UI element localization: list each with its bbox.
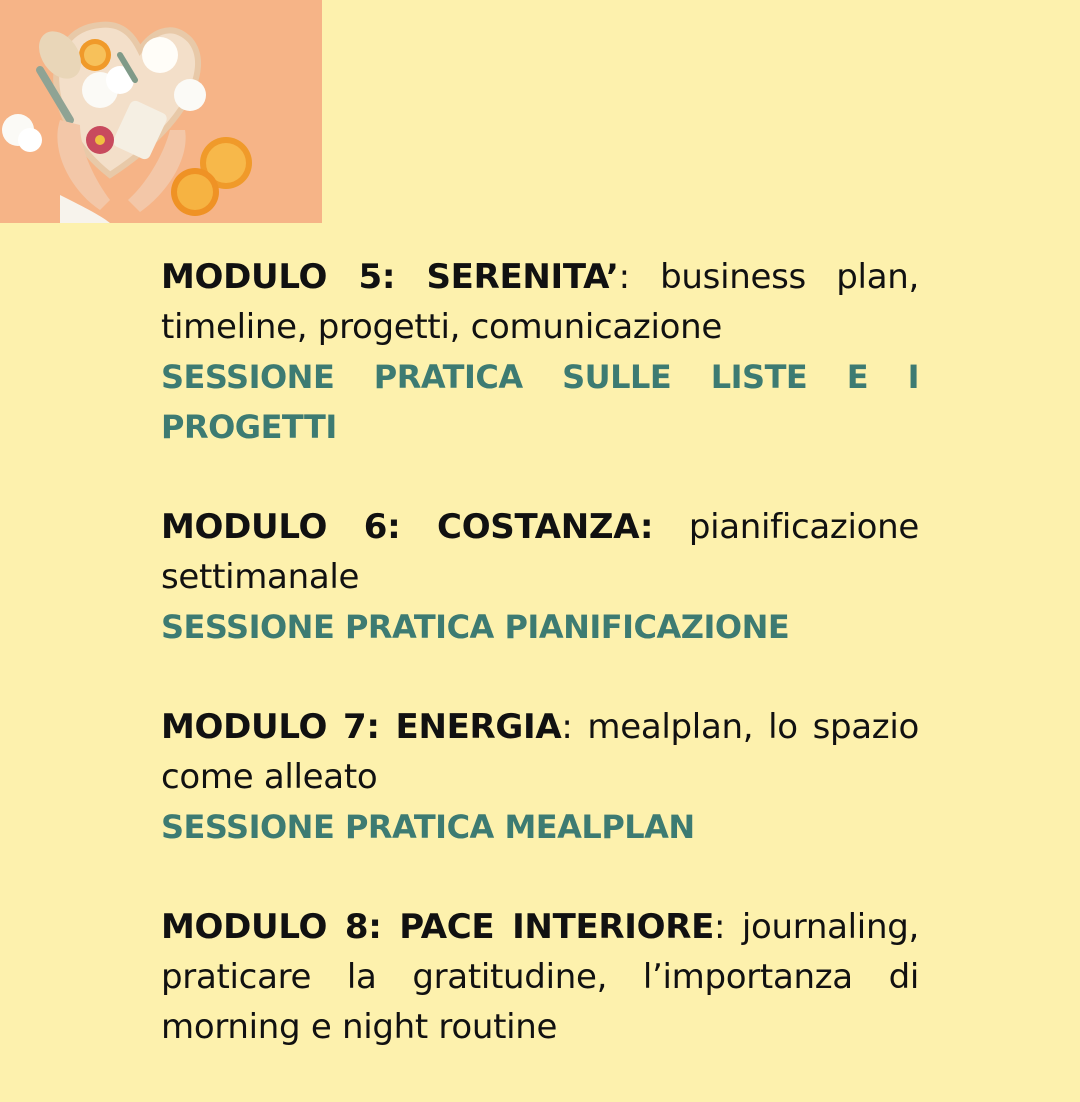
module-7-text [161, 702, 919, 802]
module-5 [161, 252, 919, 452]
module-8-title: MODULO 8: PACE INTERIORE [161, 907, 715, 947]
modules-list [161, 252, 919, 1102]
heart-box-illustration [0, 0, 322, 223]
module-7-title: MODULO 7: ENERGIA [161, 707, 562, 747]
module-6 [161, 502, 919, 652]
module-7-session: SESSIONE PRATICA MEALPLAN [161, 808, 695, 846]
module-5-session: SESSIONE PRATICA SULLE LISTE E I PROGETTI [161, 358, 919, 446]
module-6-title: MODULO 6: COSTANZA: [161, 507, 654, 547]
module-5-title: MODULO 5: SERENITA’ [161, 257, 619, 297]
module-6-session: SESSIONE PRATICA PIANIFICAZIONE [161, 608, 790, 646]
hero-photo [0, 0, 322, 223]
module-5-description: : business plan, timeline, progetti, comunicazione [161, 257, 919, 347]
module-8 [161, 902, 919, 1052]
module-6-text [161, 502, 919, 602]
module-8-text [161, 902, 919, 1052]
module-5-text [161, 252, 919, 352]
module-7 [161, 702, 919, 852]
module-7-description: : mealplan, lo spazio come alleato [161, 707, 919, 797]
module-8-description: : journaling, praticare la gratitudine, l’importanza di morning e night routine [161, 907, 919, 1047]
module-6-description: pianificazione settimanale [161, 507, 919, 597]
